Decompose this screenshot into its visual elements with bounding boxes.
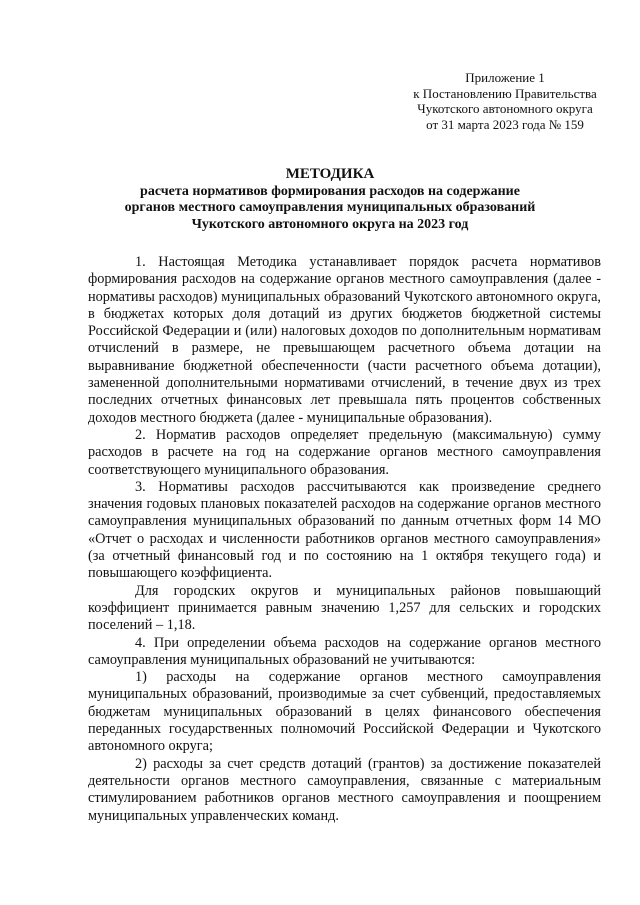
paragraph-2: 2. Норматив расходов определяет предельную (максимальную) сумму расходов в расчете на год на содержание органов местного самоуправления соответствующего муниципального образования. <box>88 426 601 478</box>
appendix-note <box>380 70 630 132</box>
paragraph-1: 1. Настоящая Методика устанавливает порядок расчета нормативов формирования расходов на содержание органов местного самоуправления (далее - нормативы расходов) муниципальных образований Чукотского автономного округа, в бюджетах которых доля дотаций из других бюджетов бюджетной системы Российской Федерации и (или) налоговых доходов по дополнительным нормативам отчислений в размере, не превышающем расчетного объема дотации на выравнивание бюджетной обеспеченности (части расчетного объема дотации), замененной дополнительными нормативами отчислений, в течение двух из трех последних отчетных финансовых лет превышала пять процентов собственных доходов местного бюджета (далее - муниципальные образования). <box>88 254 601 426</box>
appendix-line: к Постановлению Правительства <box>413 85 597 101</box>
appendix-line: Чукотского автономного округа <box>417 101 593 116</box>
title-subtitle <box>60 184 600 234</box>
paragraph-4: 4. При определении объема расходов на содержание органов местного самоуправления муниципальных образований не учитываются: <box>88 634 601 668</box>
title-main: МЕТОДИКА <box>285 166 375 182</box>
paragraph-4-item-2: 2) расходы за счет средств дотаций (грантов) за достижение показателей деятельности органов местного самоуправления, связанные с материальным стимулированием работников органов местного самоуправления и поощрением муниципальных управленческих команд. <box>88 755 601 824</box>
title-line: Чукотского автономного округа на 2023 год <box>191 216 469 232</box>
appendix-line: Приложение 1 <box>465 70 545 85</box>
appendix-line: от 31 марта 2023 года № 159 <box>426 116 584 132</box>
document-title <box>60 166 600 233</box>
title-line: органов местного самоуправления муниципальных образований <box>124 200 536 215</box>
paragraph-4-item-1: 1) расходы на содержание органов местного самоуправления муниципальных образований, производимые за счет субвенций, предоставляемых бюджетам муниципальных образований в целях финансового обеспечения переданных государственных полномочий Российской Федерации и Чукотского автономного округа; <box>88 669 601 755</box>
paragraph-3: 3. Нормативы расходов рассчитываются как произведение среднего значения годовых плановых показателей расходов на содержание органов местного самоуправления муниципальных образований по данным отчетных форм 14 МО «Отчет о расходах и численности работников органов местного самоуправления» (за отчетный финансовый год и по состоянию на 1 октября текущего года) и повышающего коэффициента. <box>88 478 601 582</box>
title-line: расчета нормативов формирования расходов на содержание <box>140 183 520 199</box>
paragraph-coefficient: Для городских округов и муниципальных районов повышающий коэффициент принимается равным значению 1,257 для сельских и городских поселений – 1,18. <box>88 582 601 634</box>
document-body <box>88 254 601 825</box>
